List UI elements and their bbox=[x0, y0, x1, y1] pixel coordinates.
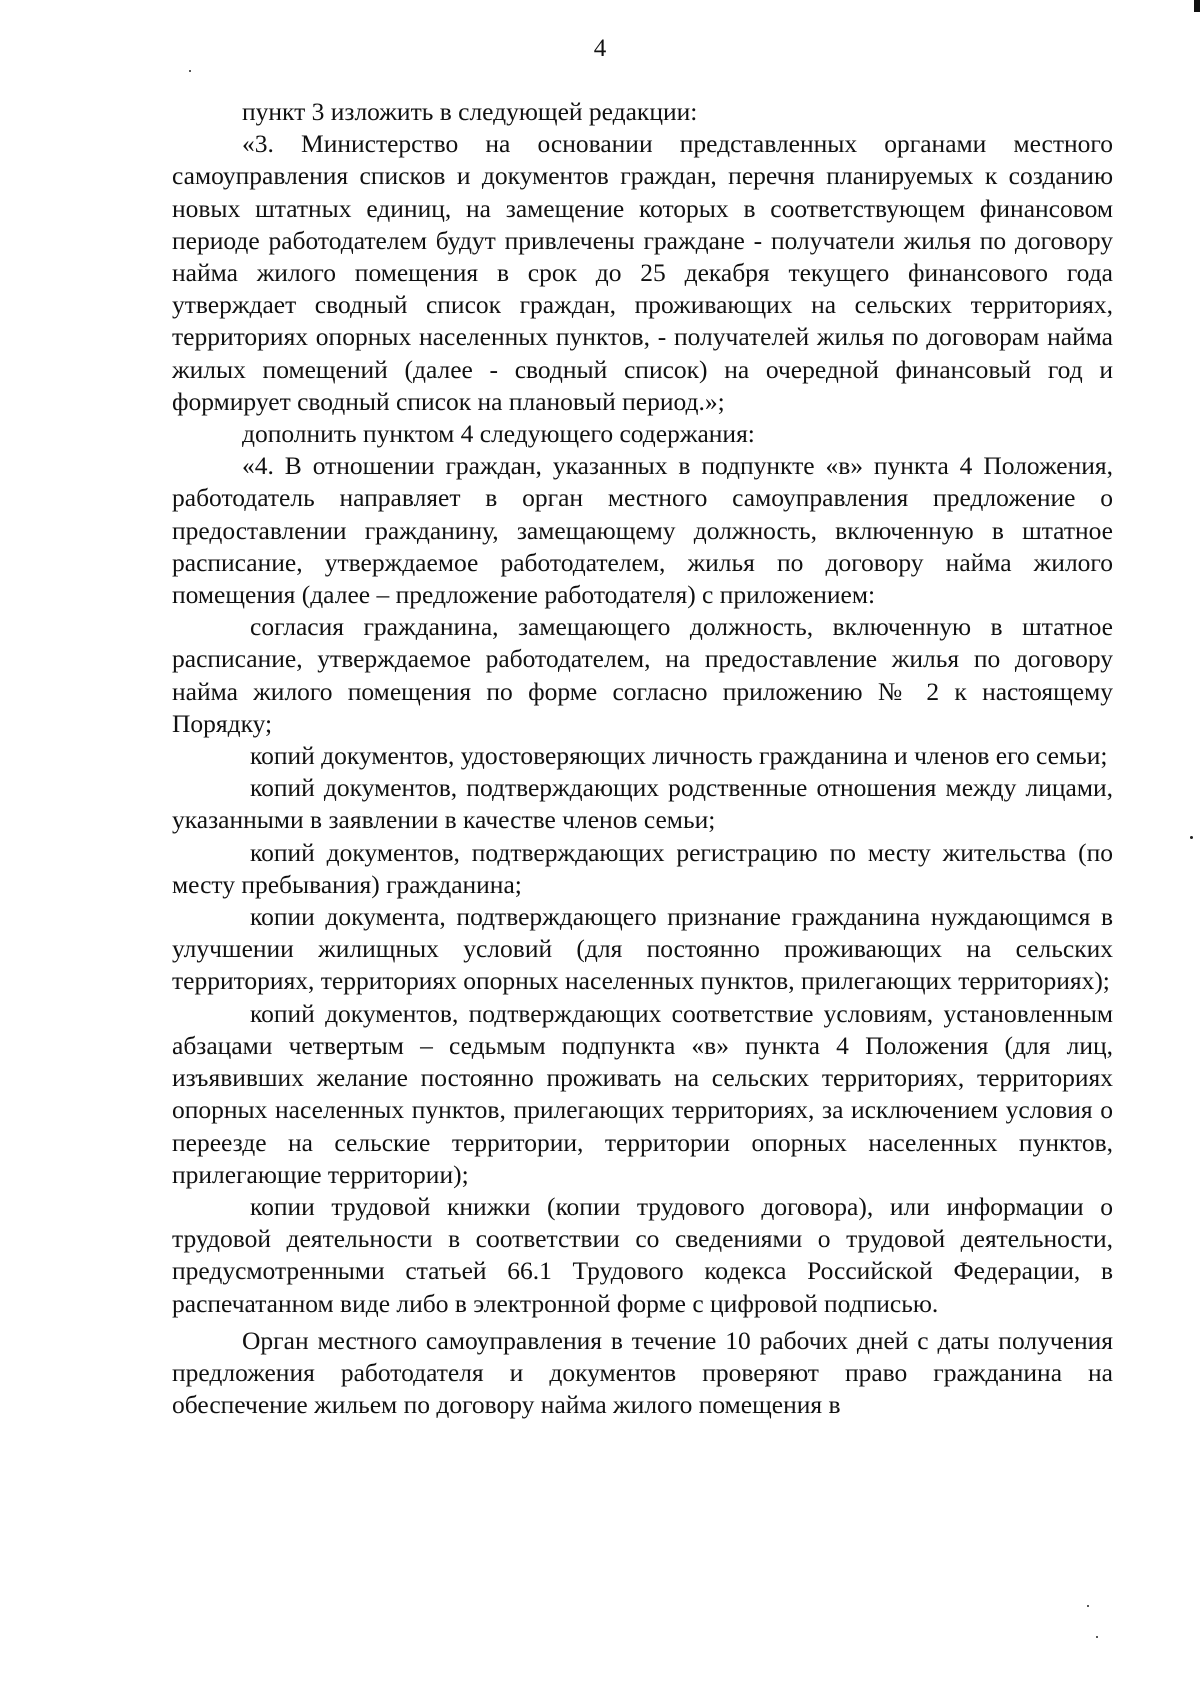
scan-speck bbox=[189, 70, 191, 72]
paragraph-item-3-text: «3. Министерство на основании представленных органами местного самоуправления списков и документов граждан, перечня планируемых к созданию новых штатных единиц, на замещение которых в соответствующем финансовом периоде работодателем будут привлечены граждане - получатели жилья по договору найма жилого помещения в срок до 25 декабря текущего финансового года утверждает сводный список граждан, проживающих на сельских территориях, территориях опорных населенных пунктов, - получателей жилья по договорам найма жилых помещений (далее - сводный список) на очередной финансовый год и формирует сводный список на плановый период.»; bbox=[172, 129, 1113, 416]
scan-speck bbox=[1087, 1605, 1089, 1607]
paragraph-amend-item-3: пункт 3 изложить в следующей редакции: bbox=[242, 97, 698, 126]
paragraph-family-docs: копий документов, подтверждающих родственные отношения между лицами, указанными в заявлении в качестве членов семьи; bbox=[172, 773, 1113, 835]
paragraph-employment-docs: копии трудовой книжки (копии трудового договора), или информации о трудовой деятельности в соответствии со сведениями о трудовой деятельности, предусмотренными статьей 66.1 Трудового кодекса Российской Федерации, в распечатанном виде либо в электронной форме с цифровой подписью. bbox=[172, 1191, 1113, 1318]
paragraph-conditions-docs: копий документов, подтверждающих соответствие условиям, установленным абзацами четвертым – седьмым подпункта «в» пункта 4 Положения (для лиц, изъявивших желание постоянно проживать на сельских территориях, территориях опорных населенных пунктов, прилегающих территориях, за исключением условия о переезде на сельские территории, территории опорных населенных пунктов, прилегающие территории); bbox=[172, 998, 1113, 1189]
scan-speck bbox=[1096, 1636, 1098, 1638]
paragraph-local-authority-review: Орган местного самоуправления в течение 10 рабочих дней с даты получения предложения работодателя и документов проверяют право гражданина на обеспечение жильем по договору найма жилого помещения в bbox=[172, 1325, 1113, 1420]
document-body bbox=[172, 96, 1113, 1421]
paragraph-registration-docs: копий документов, подтверждающих регистрацию по месту жительства (по месту пребывания) гражданина; bbox=[172, 837, 1113, 899]
paragraph-housing-need-doc: копии документа, подтверждающего признание гражданина нуждающимся в улучшении жилищных условий (для постоянно проживающих на сельских территориях, территориях опорных населенных пунктов, прилегающих территориях); bbox=[172, 902, 1113, 996]
scan-speck bbox=[1190, 836, 1193, 839]
paragraph-consent: согласия гражданина, замещающего должность, включенную в штатное расписание, утверждаемое работодателем, на предоставление жилья по договору найма жилого помещения по форме согласно приложению № 2 к настоящему Порядку; bbox=[172, 612, 1113, 738]
paragraph-item-4-text: «4. В отношении граждан, указанных в подпункте «в» пункта 4 Положения, работодатель направляет в орган местного самоуправления предложение о предоставлении гражданину, замещающему должность, включенную в штатное расписание, утверждаемое работодателем, жилья по договору найма жилого помещения (далее – предложение работодателя) с приложением: bbox=[172, 451, 1113, 610]
paragraph-add-item-4: дополнить пунктом 4 следующего содержания: bbox=[242, 419, 755, 449]
paragraph-identity-docs: копий документов, удостоверяющих личность гражданина и членов его семьи; bbox=[250, 741, 1108, 771]
scan-corner-mark bbox=[1194, 0, 1200, 12]
page-number: 4 bbox=[593, 35, 607, 62]
